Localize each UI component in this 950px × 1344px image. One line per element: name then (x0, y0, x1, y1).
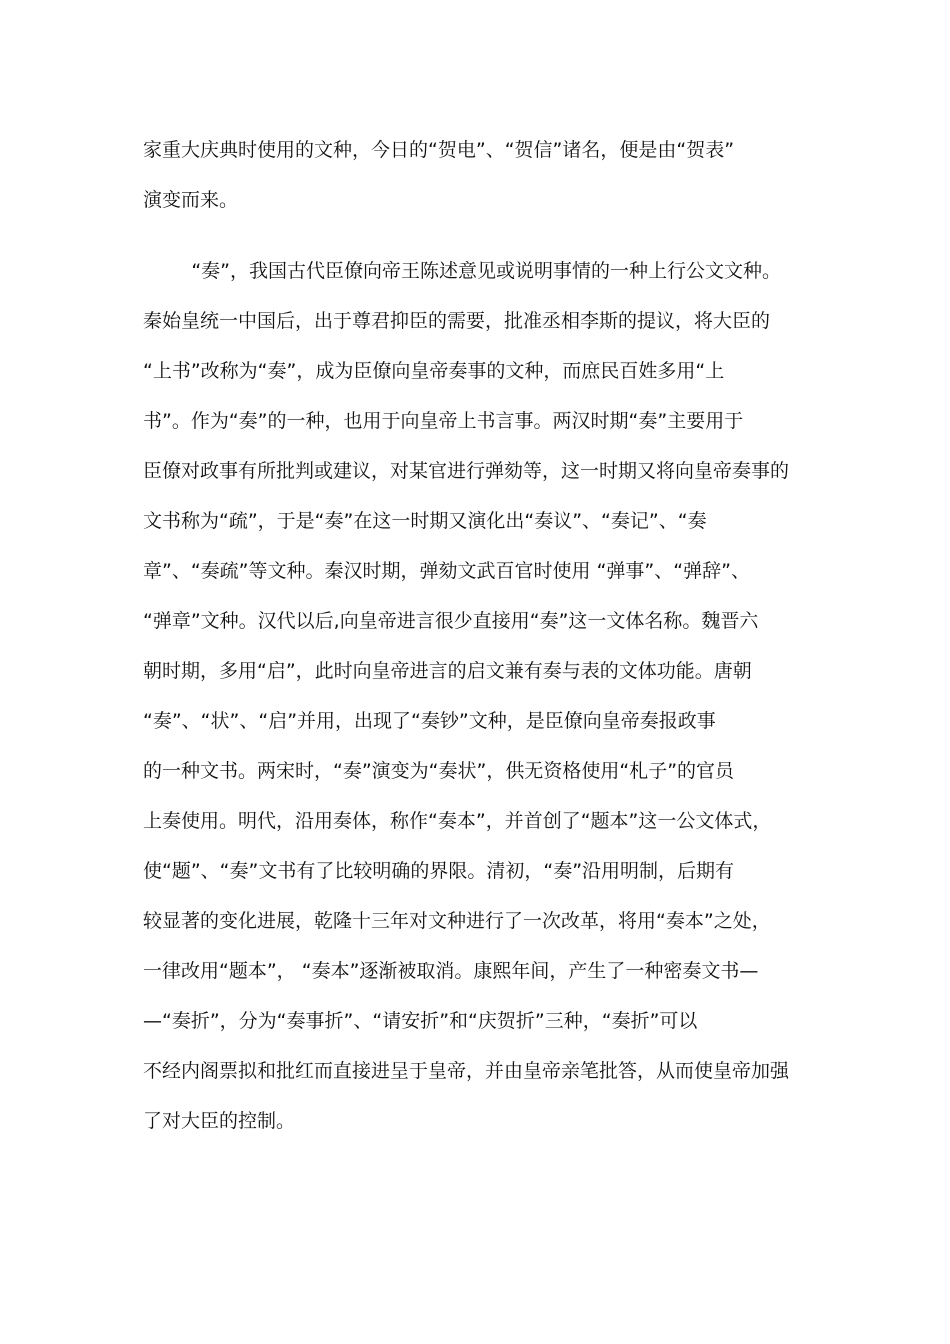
text-line: 不经内阁票拟和批红而直接进呈于皇帝，并由皇帝亲笔批答，从而使皇帝加强 (143, 1060, 790, 1082)
text-line: “弹章”文种。汉代以后,向皇帝进言很少直接用“奏”这一文体名称。魏晋六 (143, 610, 759, 632)
text-line: —“奏折”，分为“奏事折”、“请安折”和“庆贺折”三种，“奏折”可以 (143, 1010, 698, 1032)
text-line: 较显著的变化进展，乾隆十三年对文种进行了一次改革，将用“奏本”之处， (143, 910, 771, 932)
text-line: 朝时期，多用“启”，此时向皇帝进言的启文兼有奏与表的文体功能。唐朝 (143, 660, 752, 682)
text-line: 臣僚对政事有所批判或建议，对某官进行弹劾等，这一时期又将向皇帝奏事的 (143, 460, 790, 482)
text-line: 章”、“奏疏”等文种。秦汉时期，弹劾文武百官时使用 “弹事”、“弹辞”、 (143, 560, 750, 582)
paragraph-1 (143, 125, 823, 225)
text-line: 上奏使用。明代，沿用奏体，称作“奏本”，并首创了“题本”这一公文体式， (143, 810, 772, 832)
text-line: 了对大臣的控制。 (143, 1110, 296, 1132)
text-line: 一律改用“题本”， “奏本”逐渐被取消。康熙年间，产生了一种密奏文书— (143, 960, 759, 982)
text-line: “奏”、“状”、“启”并用，出现了“奏钞”文种，是臣僚向皇帝奏报政事 (143, 710, 716, 732)
text-line: 使“题”、“奏”文书有了比较明确的界限。清初，“奏”沿用明制，后期有 (143, 860, 735, 882)
text-line: 秦始皇统一中国后，出于尊君抑臣的需要，批准丞相李斯的提议，将大臣的 (143, 310, 771, 332)
text-line: 文书称为“疏”，于是“奏”在这一时期又演化出“奏议”、“奏记”、“奏 (143, 510, 707, 532)
text-line: 的一种文书。两宋时，“奏”演变为“奏状”，供无资格使用“札子”的官员 (143, 760, 735, 782)
text-line: 书”。作为“奏”的一种，也用于向皇帝上书言事。两汉时期“奏”主要用于 (143, 410, 744, 432)
text-line: “上书”改称为“奏”，成为臣僚向皇帝奏事的文种，而庶民百姓多用“上 (143, 360, 725, 382)
text-line: 家重大庆典时使用的文种，今日的“贺电”、“贺信”诸名，便是由“贺表” (143, 139, 735, 161)
text-line: 演变而来。 (143, 189, 239, 211)
text-line: “奏”，我国古代臣僚向帝王陈述意见或说明事情的一种上行公文文种。 (143, 260, 782, 282)
paragraph-2 (143, 246, 823, 1146)
